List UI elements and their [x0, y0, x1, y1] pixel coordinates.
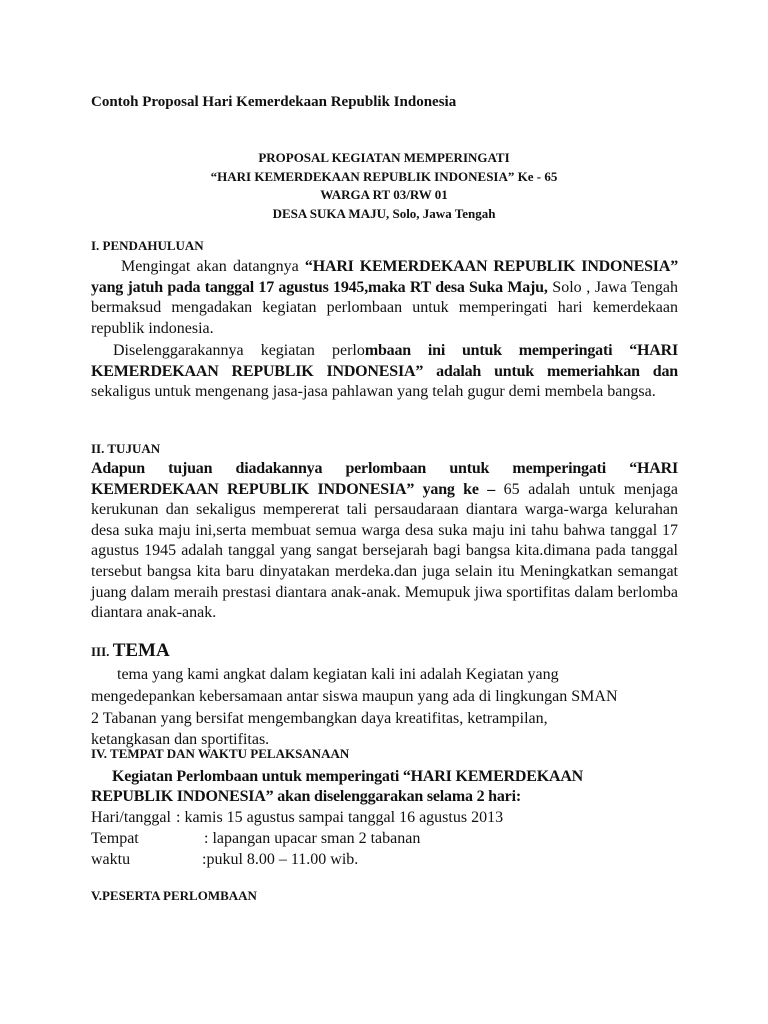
schedule-row-date: [91, 808, 504, 828]
schedule-value-place: : lapangan upacar sman 2 tabanan: [204, 830, 421, 847]
section-2-paragraph: [91, 459, 678, 624]
document-title: Contoh Proposal Hari Kemerdekaan Republik Indonesia: [91, 94, 457, 110]
proposal-heading-line-2: “HARI KEMERDEKAAN REPUBLIK INDONESIA” Ke - 65: [210, 168, 558, 184]
section-4-heading: IV. TEMPAT DAN WAKTU PELAKSANAAN: [91, 746, 350, 761]
schedule-value-date: : kamis 15 agustus sampai tanggal 16 agustus 2013: [176, 809, 504, 826]
proposal-heading-line-4: DESA SUKA MAJU, Solo, Jawa Tengah: [272, 205, 496, 221]
section-4-line-1: Kegiatan Perlombaan untuk memperingati “HARI KEMERDEKAAN: [112, 768, 584, 785]
proposal-heading: [0, 149, 768, 223]
s1p2-text-c: sekaligus untuk mengenang jasa-jasa pahlawan yang telah gugur demi membela bangsa.: [91, 383, 656, 401]
section-3-line-3: 2 Tabanan yang bersifat mengembangkan daya kreatifitas, ketrampilan,: [91, 710, 548, 727]
section-3-number: III.: [91, 644, 110, 659]
section-1-paragraph-2: [91, 341, 678, 403]
s1p1-text-a: Mengingat akan datangnya: [121, 258, 305, 275]
schedule-row-time: [91, 850, 359, 870]
schedule-value-time: :pukul 8.00 – 11.00 wib.: [202, 851, 359, 868]
section-3-title: TEMA: [112, 640, 170, 661]
schedule-label-time: waktu: [91, 851, 131, 868]
schedule-label-date: Hari/tanggal: [91, 809, 171, 826]
section-3-line-2: mengedepankan kebersamaan antar siswa maupun yang ada di lingkungan SMAN: [91, 688, 618, 705]
s2-text-b: 65 adalah untuk menjaga kerukunan dan sekaligus mempererat tali persaudaraan diantara warga-warga kelurahan desa suka maju ini,serta membuat semua warga desa suka maju ini tahu bahwa tanggal 17 agustus 1945 adalah tanggal yang sangat bersejarah bagi bangsa kita.dimana pada tanggal tersebut bangsa kita baru dinyatakan merdeka.dan juga selain itu Meningkatkan semangat juang dalam meraih prestasi diantara anak-anak. Memupuk jiwa sportifitas dalam berlomba diantara anak-anak.: [91, 480, 678, 622]
section-3-line-1: tema yang kami angkat dalam kegiatan kali ini adalah Kegiatan yang: [117, 666, 559, 683]
s1p2-text-a: Diselenggarakannya kegiatan perlo: [113, 342, 365, 359]
proposal-heading-line-3: WARGA RT 03/RW 01: [320, 187, 448, 202]
s1p1-text-b: “HARI KEMERDEKAAN REPUBLIK INDONESIA” yang jatuh pada tanggal 17 agustus 1945,maka RT desa Suka Maju,: [91, 258, 678, 296]
section-2-heading: II. TUJUAN: [91, 441, 161, 456]
s2-text-a: Adapun tujuan diadakannya perlombaan untuk memperingati “HARI KEMERDEKAAN REPUBLIK INDONESIA” yang ke –: [91, 460, 678, 498]
schedule-label-place: Tempat: [91, 830, 139, 847]
section-1-heading: I. PENDAHULUAN: [91, 238, 204, 253]
s1p1-text-c: Solo , Jawa Tengah bermaksud mengadakan kegiatan perlombaan untuk memperingati hari kemerdekaan republik indonesia.: [91, 278, 678, 337]
section-3-heading: [91, 640, 170, 662]
section-1-paragraph-1: [91, 257, 678, 339]
section-5-heading: V.PESERTA PERLOMBAAN: [91, 888, 257, 903]
proposal-heading-line-1: PROPOSAL KEGIATAN MEMPERINGATI: [258, 150, 510, 165]
section-3-line-4: ketangkasan dan sportifitas.: [91, 731, 270, 748]
schedule-row-place: [91, 829, 421, 849]
section-4-line-2: REPUBLIK INDONESIA” akan diselenggarakan selama 2 hari:: [91, 788, 521, 805]
s1p2-text-b: mbaan ini untuk memperingati “HARI KEMERDEKAAN REPUBLIK INDONESIA” adalah untuk memeriahkan dan: [91, 342, 678, 380]
